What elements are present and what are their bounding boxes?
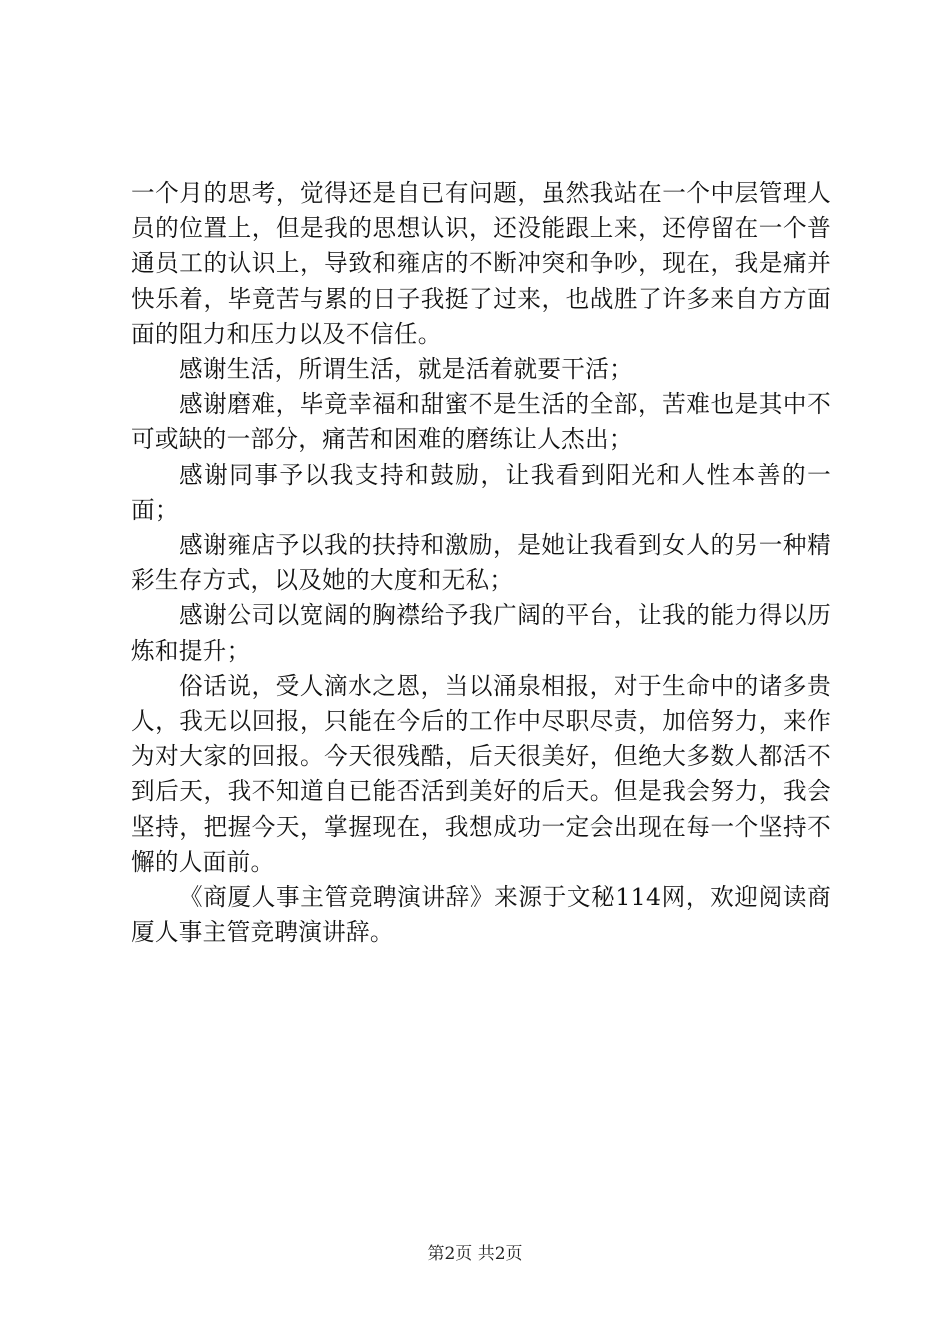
page-number-footer: 第2页 共2页	[427, 1244, 523, 1264]
paragraph-thanks-company: 感谢公司以宽阔的胸襟给予我广阔的平台，让我的能力得以历炼和提升；	[131, 601, 831, 665]
paragraph-closing: 俗话说，受人滴水之恩，当以涌泉相报，对于生命中的诸多贵人，我无以回报，只能在今后的工作中尽职尽责，加倍努力，来作为对大家的回报。今天很残酷，后天很美好，但绝大多数人都活不到后天，我不知道自已能否活到美好的后天。但是我会努力，我会坚持，把握今天，掌握现在，我想成功一定会出现在每一个坚持不懈的人面前。	[131, 671, 831, 876]
paragraph-continuation: 一个月的思考，觉得还是自已有问题，虽然我站在一个中层管理人员的位置上，但是我的思想认识，还没能跟上来，还停留在一个普通员工的认识上，导致和雍店的不断冲突和争吵，现在，我是痛并快乐着，毕竟苦与累的日子我挺了过来，也战胜了许多来自方方面面的阻力和压力以及不信任。	[131, 179, 831, 348]
paragraph-thanks-hardship: 感谢磨难，毕竟幸福和甜蜜不是生活的全部，苦难也是其中不可或缺的一部分，痛苦和困难的磨练让人杰出；	[131, 390, 831, 454]
document-body	[131, 176, 831, 950]
paragraph-source-note: 《商厦人事主管竞聘演讲辞》来源于文秘114网，欢迎阅读商厦人事主管竞聘演讲辞。	[131, 883, 831, 947]
paragraph-thanks-colleagues: 感谢同事予以我支持和鼓励，让我看到阳光和人性本善的一面；	[131, 460, 831, 524]
paragraph-thanks-life: 感谢生活，所谓生活，就是活着就要干活；	[179, 355, 633, 384]
paragraph-thanks-store: 感谢雍店予以我的扶持和激励，是她让我看到女人的另一种精彩生存方式，以及她的大度和无私；	[131, 531, 831, 595]
